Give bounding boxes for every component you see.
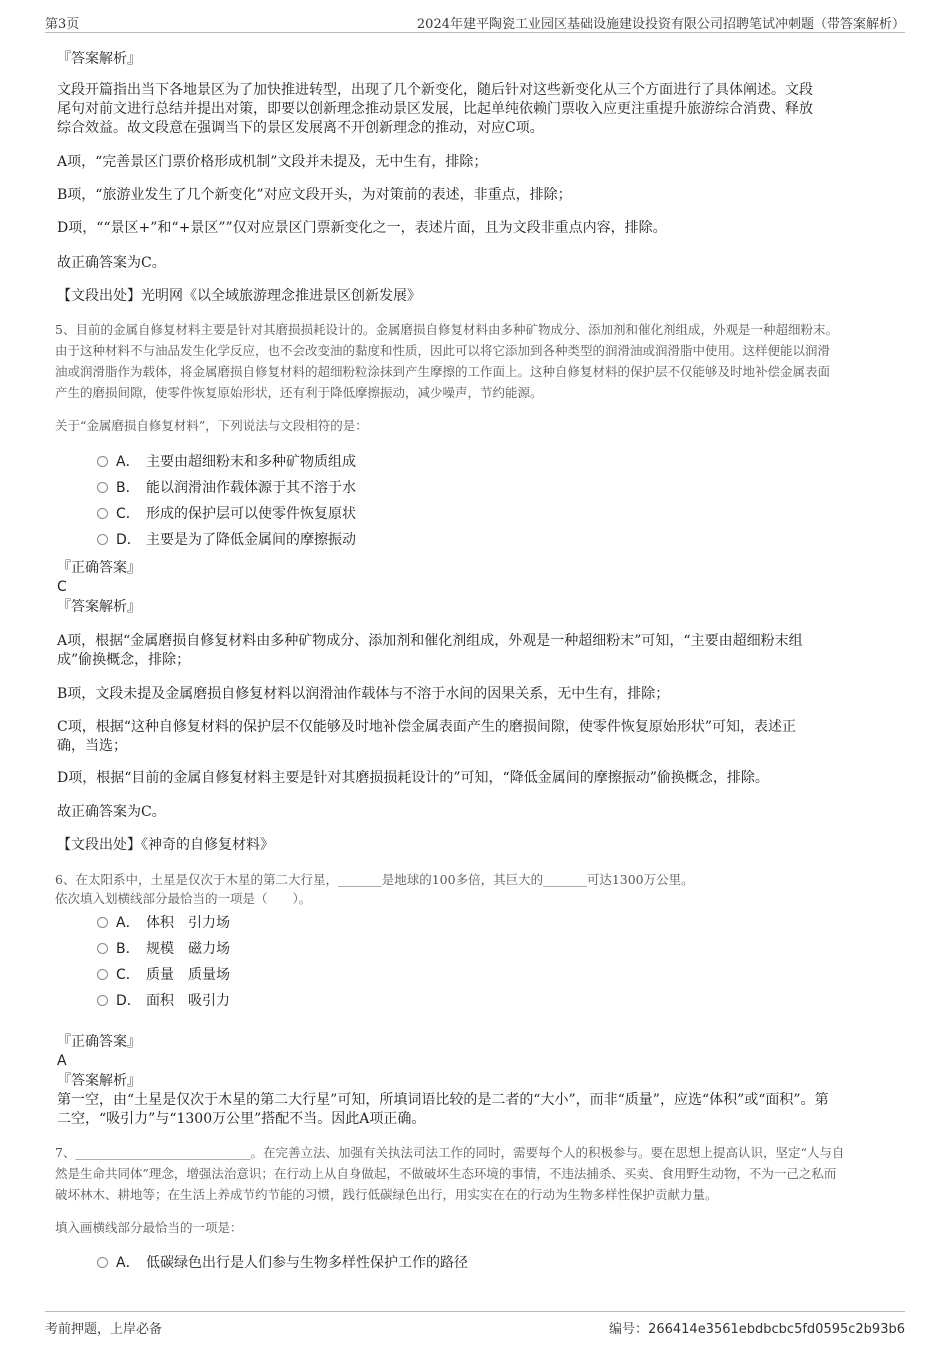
radio-button-icon[interactable] (97, 1257, 108, 1268)
document-code: 编号：266414e3561ebdbcbc5fd0595c2b93b6 (609, 1322, 905, 1337)
q5-option-c[interactable]: C． 形成的保护层可以使零件恢复原状 (97, 505, 356, 523)
q4-option-d-analysis: D项，““景区+”和“+景区””仅对应景区门票新变化之一，表述片面，且为文段非重点内容，排除。 (57, 220, 667, 236)
q5-answer-label: 『正确答案』 (57, 560, 141, 576)
q5-question: 关于“金属磨损自修复材料”，下列说法与文段相符的是： (55, 418, 368, 433)
page-header (45, 10, 905, 33)
q4-analysis-label: 『答案解析』 (57, 51, 141, 67)
q5-passage-line2: 由于这种材料不与油品发生化学反应，也不会改变油的黏度和性质，因此可以将它添加到各种类型的润滑油或润滑脂中使用。这样便能以润滑 (55, 343, 831, 358)
q5-option-d[interactable]: D． 主要是为了降低金属间的摩擦振动 (97, 531, 356, 549)
q4-analysis-line3: 综合效益。故文段意在强调当下的景区发展离不开创新理念的推动，对应C项。 (57, 120, 544, 136)
q6-answer-label: 『正确答案』 (57, 1034, 141, 1050)
q7-stem-line1: 7、____________________________。在完善立法、加强有关执法司法工作的同时，需要每个人的积极参与。要在思想上提高认识，坚定“人与自 (55, 1145, 845, 1160)
q5-conclusion: 故正确答案为C。 (57, 804, 166, 820)
q4-analysis-line2: 尾句对前文进行总结并提出对策，即要以创新理念推动景区发展，比起单纯依赖门票收入应更注重提升旅游综合消费、释放 (57, 101, 813, 117)
document-title: 2024年建平陶瓷工业园区基础设施建设投资有限公司招聘笔试冲刺题（带答案解析） (416, 17, 905, 32)
q4-option-a-analysis: A项，“完善景区门票价格形成机制”文段并未提及，无中生有，排除； (57, 154, 488, 170)
q6-option-c[interactable]: C． 质量 质量场 (97, 966, 230, 984)
q5-analysis-label: 『答案解析』 (57, 599, 141, 615)
q4-conclusion: 故正确答案为C。 (57, 255, 166, 271)
page-footer (45, 1311, 905, 1336)
radio-button-icon[interactable] (97, 508, 108, 519)
q5-option-c-analysis-l2: 确，当选； (57, 738, 127, 754)
q4-option-b-analysis: B项，“旅游业发生了几个新变化”对应文段开头，为对策前的表述，非重点，排除； (57, 187, 572, 203)
q5-option-b[interactable]: B． 能以润滑油作载体源于其不溶于水 (97, 479, 356, 497)
footer-slogan: 考前押题，上岸必备 (45, 1322, 163, 1337)
radio-button-icon[interactable] (97, 969, 108, 980)
q4-analysis-line1: 文段开篇指出当下各地景区为了加快推进转型，出现了几个新变化，随后针对这些新变化从三个方面进行了具体阐述。文段 (57, 82, 813, 98)
radio-button-icon[interactable] (97, 917, 108, 928)
radio-button-icon[interactable] (97, 995, 108, 1006)
radio-button-icon[interactable] (97, 534, 108, 545)
q6-analysis-line1: 第一空，由“土星是仅次于木星的第二大行星”可知，所填词语比较的是二者的“大小”，而非“质量”，应选“体积”或“面积”。第 (57, 1092, 829, 1108)
q6-stem-line1: 6、在太阳系中，土星是仅次于木星的第二大行星，_______是地球的100多倍，其巨大的_______可达1300万公里。 (55, 872, 694, 887)
q5-option-a-analysis-l1: A项，根据“金属磨损自修复材料由多种矿物成分、添加剂和催化剂组成，外观是一种超细粉末”可知，“主要由超细粉末组 (57, 633, 803, 649)
q7-stem-line3: 破坏林木、耕地等；在生活上养成节约节能的习惯，践行低碳绿色出行，用实实在在的行动为生物多样性保护贡献力量。 (55, 1187, 718, 1202)
q6-option-d[interactable]: D． 面积 吸引力 (97, 992, 230, 1010)
q7-question: 填入画横线部分最恰当的一项是： (55, 1220, 243, 1235)
page-number: 第3页 (45, 17, 80, 32)
radio-button-icon[interactable] (97, 456, 108, 467)
q7-option-a[interactable]: A． 低碳绿色出行是人们参与生物多样性保护工作的路径 (97, 1254, 468, 1272)
q7-stem-line2: 然是生命共同体”理念，增强法治意识；在行动上从自身做起，不做破坏生态环境的事情，不违法捕杀、买卖、食用野生动物，不为一己之私而 (55, 1166, 837, 1181)
q5-option-d-analysis: D项，根据“目前的金属自修复材料主要是针对其磨损损耗设计的”可知，“降低金属间的摩擦振动”偷换概念，排除。 (57, 770, 769, 786)
q6-analysis-line2: 二空，“吸引力”与“1300万公里”搭配不当。因此A项正确。 (57, 1111, 426, 1127)
q5-passage-line3: 油或润滑脂作为载体，将金属磨损自修复材料的超细粉粒涂抹到产生摩擦的工作面上。这种自修复材料的保护层不仅能够及时地补偿金属表面 (55, 364, 831, 379)
q5-option-a[interactable]: A． 主要由超细粉末和多种矿物质组成 (97, 453, 356, 471)
q6-option-a[interactable]: A． 体积 引力场 (97, 914, 230, 932)
q5-answer: C (57, 579, 67, 595)
q5-source: 【文段出处】《神奇的自修复材料》 (57, 837, 274, 853)
radio-button-icon[interactable] (97, 943, 108, 954)
q4-source: 【文段出处】光明网《以全域旅游理念推进景区创新发展》 (57, 288, 421, 304)
q5-passage-line1: 5、目前的金属自修复材料主要是针对其磨损损耗设计的。金属磨损自修复材料由多种矿物成分、添加剂和催化剂组成，外观是一种超细粉末。 (55, 322, 838, 337)
q6-option-b[interactable]: B． 规模 磁力场 (97, 940, 230, 958)
q5-option-a-analysis-l2: 成”偷换概念，排除； (57, 652, 191, 668)
radio-button-icon[interactable] (97, 482, 108, 493)
q5-passage-line4: 产生的磨损间隙，使零件恢复原始形状，还有利于降低摩擦振动，减少噪声，节约能源。 (55, 385, 543, 400)
q6-stem-line2: 依次填入划横线部分最恰当的一项是（ ）。 (55, 891, 312, 906)
q5-option-c-analysis-l1: C项，根据“这种自修复材料的保护层不仅能够及时地补偿金属表面产生的磨损间隙，使零件恢复原始形状”可知，表述正 (57, 719, 797, 735)
q5-option-b-analysis: B项，文段未提及金属磨损自修复材料以润滑油作载体与不溶于水间的因果关系，无中生有，排除； (57, 686, 670, 702)
q6-analysis-label: 『答案解析』 (57, 1073, 141, 1089)
q6-answer: A (57, 1053, 67, 1069)
